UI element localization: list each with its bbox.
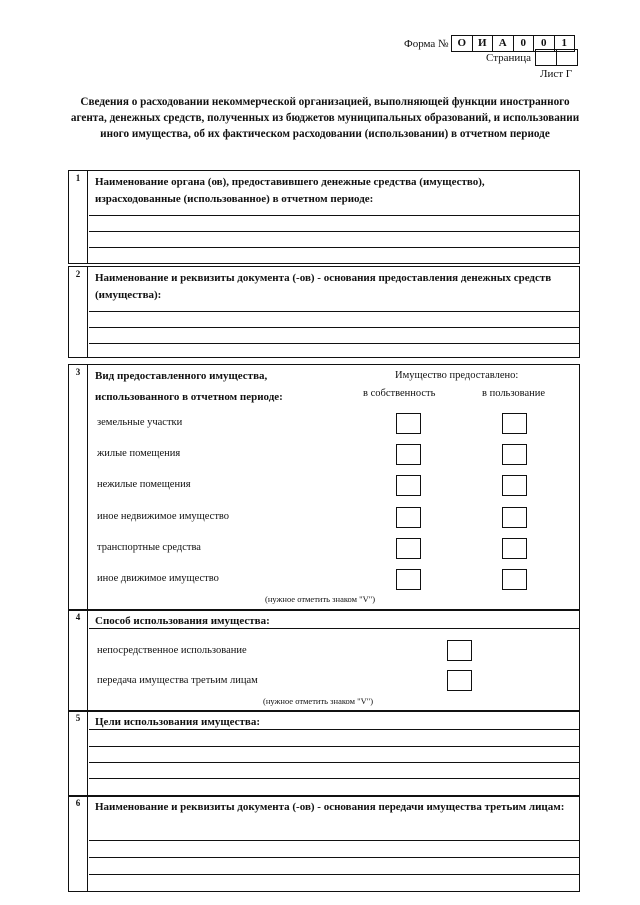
entry-line[interactable] bbox=[89, 231, 579, 232]
property-type-label: нежилые помещения bbox=[97, 479, 191, 490]
section-number: 2 bbox=[75, 269, 81, 279]
section-number: 3 bbox=[75, 367, 81, 377]
section-number-column bbox=[69, 796, 88, 891]
document-title: Сведения о расходовании некоммерческой организацией, выполняющей функции иностранного агента, денежных средств, полученных из бюджетов муниципальных образований, и использовании иного имущества, об их фактическом расходовании (использовании) в отчетном периоде bbox=[70, 96, 580, 140]
property-type-label: транспортные средства bbox=[97, 542, 201, 553]
entry-line[interactable] bbox=[89, 343, 579, 344]
section-title: Наименование органа (ов), предоставившего денежные средства (имущество), израсходованные (использованное) в отчетном периоде: bbox=[95, 176, 485, 205]
entry-line[interactable] bbox=[89, 874, 579, 875]
section-number-column bbox=[69, 610, 88, 711]
entry-line[interactable] bbox=[89, 215, 579, 216]
section-3 bbox=[68, 364, 580, 611]
form-code-cell: 1 bbox=[554, 35, 576, 52]
section-1 bbox=[68, 170, 580, 264]
ownership-checkbox[interactable] bbox=[396, 538, 421, 559]
column-use: в пользование bbox=[482, 388, 546, 399]
form-code-cell: 0 bbox=[513, 35, 535, 52]
usage-method-label: непосредственное использование bbox=[97, 645, 247, 656]
section-number-column bbox=[69, 171, 88, 263]
usage-method-label: передача имущества третьим лицам bbox=[97, 675, 258, 686]
entry-line[interactable] bbox=[89, 247, 579, 248]
section-5 bbox=[68, 710, 580, 797]
section-number: 6 bbox=[75, 798, 81, 808]
entry-line[interactable] bbox=[89, 746, 579, 747]
use-checkbox[interactable] bbox=[502, 507, 527, 528]
ownership-checkbox[interactable] bbox=[396, 444, 421, 465]
entry-line[interactable] bbox=[89, 327, 579, 328]
form-number-label: Форма № bbox=[404, 38, 449, 50]
property-type-label: жилые помещения bbox=[97, 448, 181, 459]
page-label: Страница bbox=[486, 52, 532, 64]
page-number-cell[interactable] bbox=[556, 49, 578, 66]
section-4 bbox=[68, 609, 580, 712]
section-title: Наименование и реквизиты документа (-ов) - основания передачи имущества третьим лицам: bbox=[95, 801, 565, 813]
section-6 bbox=[68, 795, 580, 892]
marking-note: (нужное отметить знаком "V") bbox=[263, 696, 374, 706]
marking-note: (нужное отметить знаком "V") bbox=[265, 594, 376, 604]
ownership-checkbox[interactable] bbox=[396, 475, 421, 496]
property-type-label: земельные участки bbox=[97, 417, 183, 428]
property-type-label: иное движимое имущество bbox=[97, 573, 219, 584]
section-divider bbox=[89, 628, 579, 629]
entry-line[interactable] bbox=[89, 840, 579, 841]
usage-method-checkbox[interactable] bbox=[447, 670, 472, 691]
section-title: Цели использования имущества: bbox=[95, 716, 261, 728]
section-number-column bbox=[69, 365, 88, 610]
form-code-cell: А bbox=[492, 35, 514, 52]
section-number: 1 bbox=[75, 173, 81, 183]
entry-line[interactable] bbox=[89, 311, 579, 312]
ownership-checkbox[interactable] bbox=[396, 413, 421, 434]
form-code-cell: 0 bbox=[533, 35, 555, 52]
sheet-label: Лист Г bbox=[540, 68, 573, 80]
page-number-cell[interactable] bbox=[535, 49, 557, 66]
provided-header: Имущество предоставлено: bbox=[395, 370, 519, 381]
section-title: Способ использования имущества: bbox=[95, 615, 270, 627]
use-checkbox[interactable] bbox=[502, 538, 527, 559]
use-checkbox[interactable] bbox=[502, 475, 527, 496]
entry-line[interactable] bbox=[89, 778, 579, 779]
usage-method-checkbox[interactable] bbox=[447, 640, 472, 661]
entry-line[interactable] bbox=[89, 729, 579, 730]
section-title-line: Вид предоставленного имущества, bbox=[95, 370, 268, 382]
section-number: 5 bbox=[75, 713, 81, 723]
section-number-column bbox=[69, 711, 88, 796]
use-checkbox[interactable] bbox=[502, 444, 527, 465]
column-ownership: в собственность bbox=[363, 388, 436, 399]
use-checkbox[interactable] bbox=[502, 569, 527, 590]
ownership-checkbox[interactable] bbox=[396, 507, 421, 528]
section-number-column bbox=[69, 267, 88, 357]
entry-line[interactable] bbox=[89, 857, 579, 858]
section-title-line: использованного в отчетном периоде: bbox=[95, 391, 283, 403]
use-checkbox[interactable] bbox=[502, 413, 527, 434]
entry-line[interactable] bbox=[89, 762, 579, 763]
section-title: Наименование и реквизиты документа (-ов) - основания предоставления денежных средств (имущества): bbox=[95, 272, 552, 301]
section-number: 4 bbox=[75, 612, 81, 622]
ownership-checkbox[interactable] bbox=[396, 569, 421, 590]
section-2 bbox=[68, 266, 580, 358]
form-code-cell: И bbox=[472, 35, 494, 52]
page-number-cells[interactable] bbox=[536, 49, 578, 66]
property-type-label: иное недвижимое имущество bbox=[97, 511, 230, 522]
form-code-cell: О bbox=[451, 35, 473, 52]
